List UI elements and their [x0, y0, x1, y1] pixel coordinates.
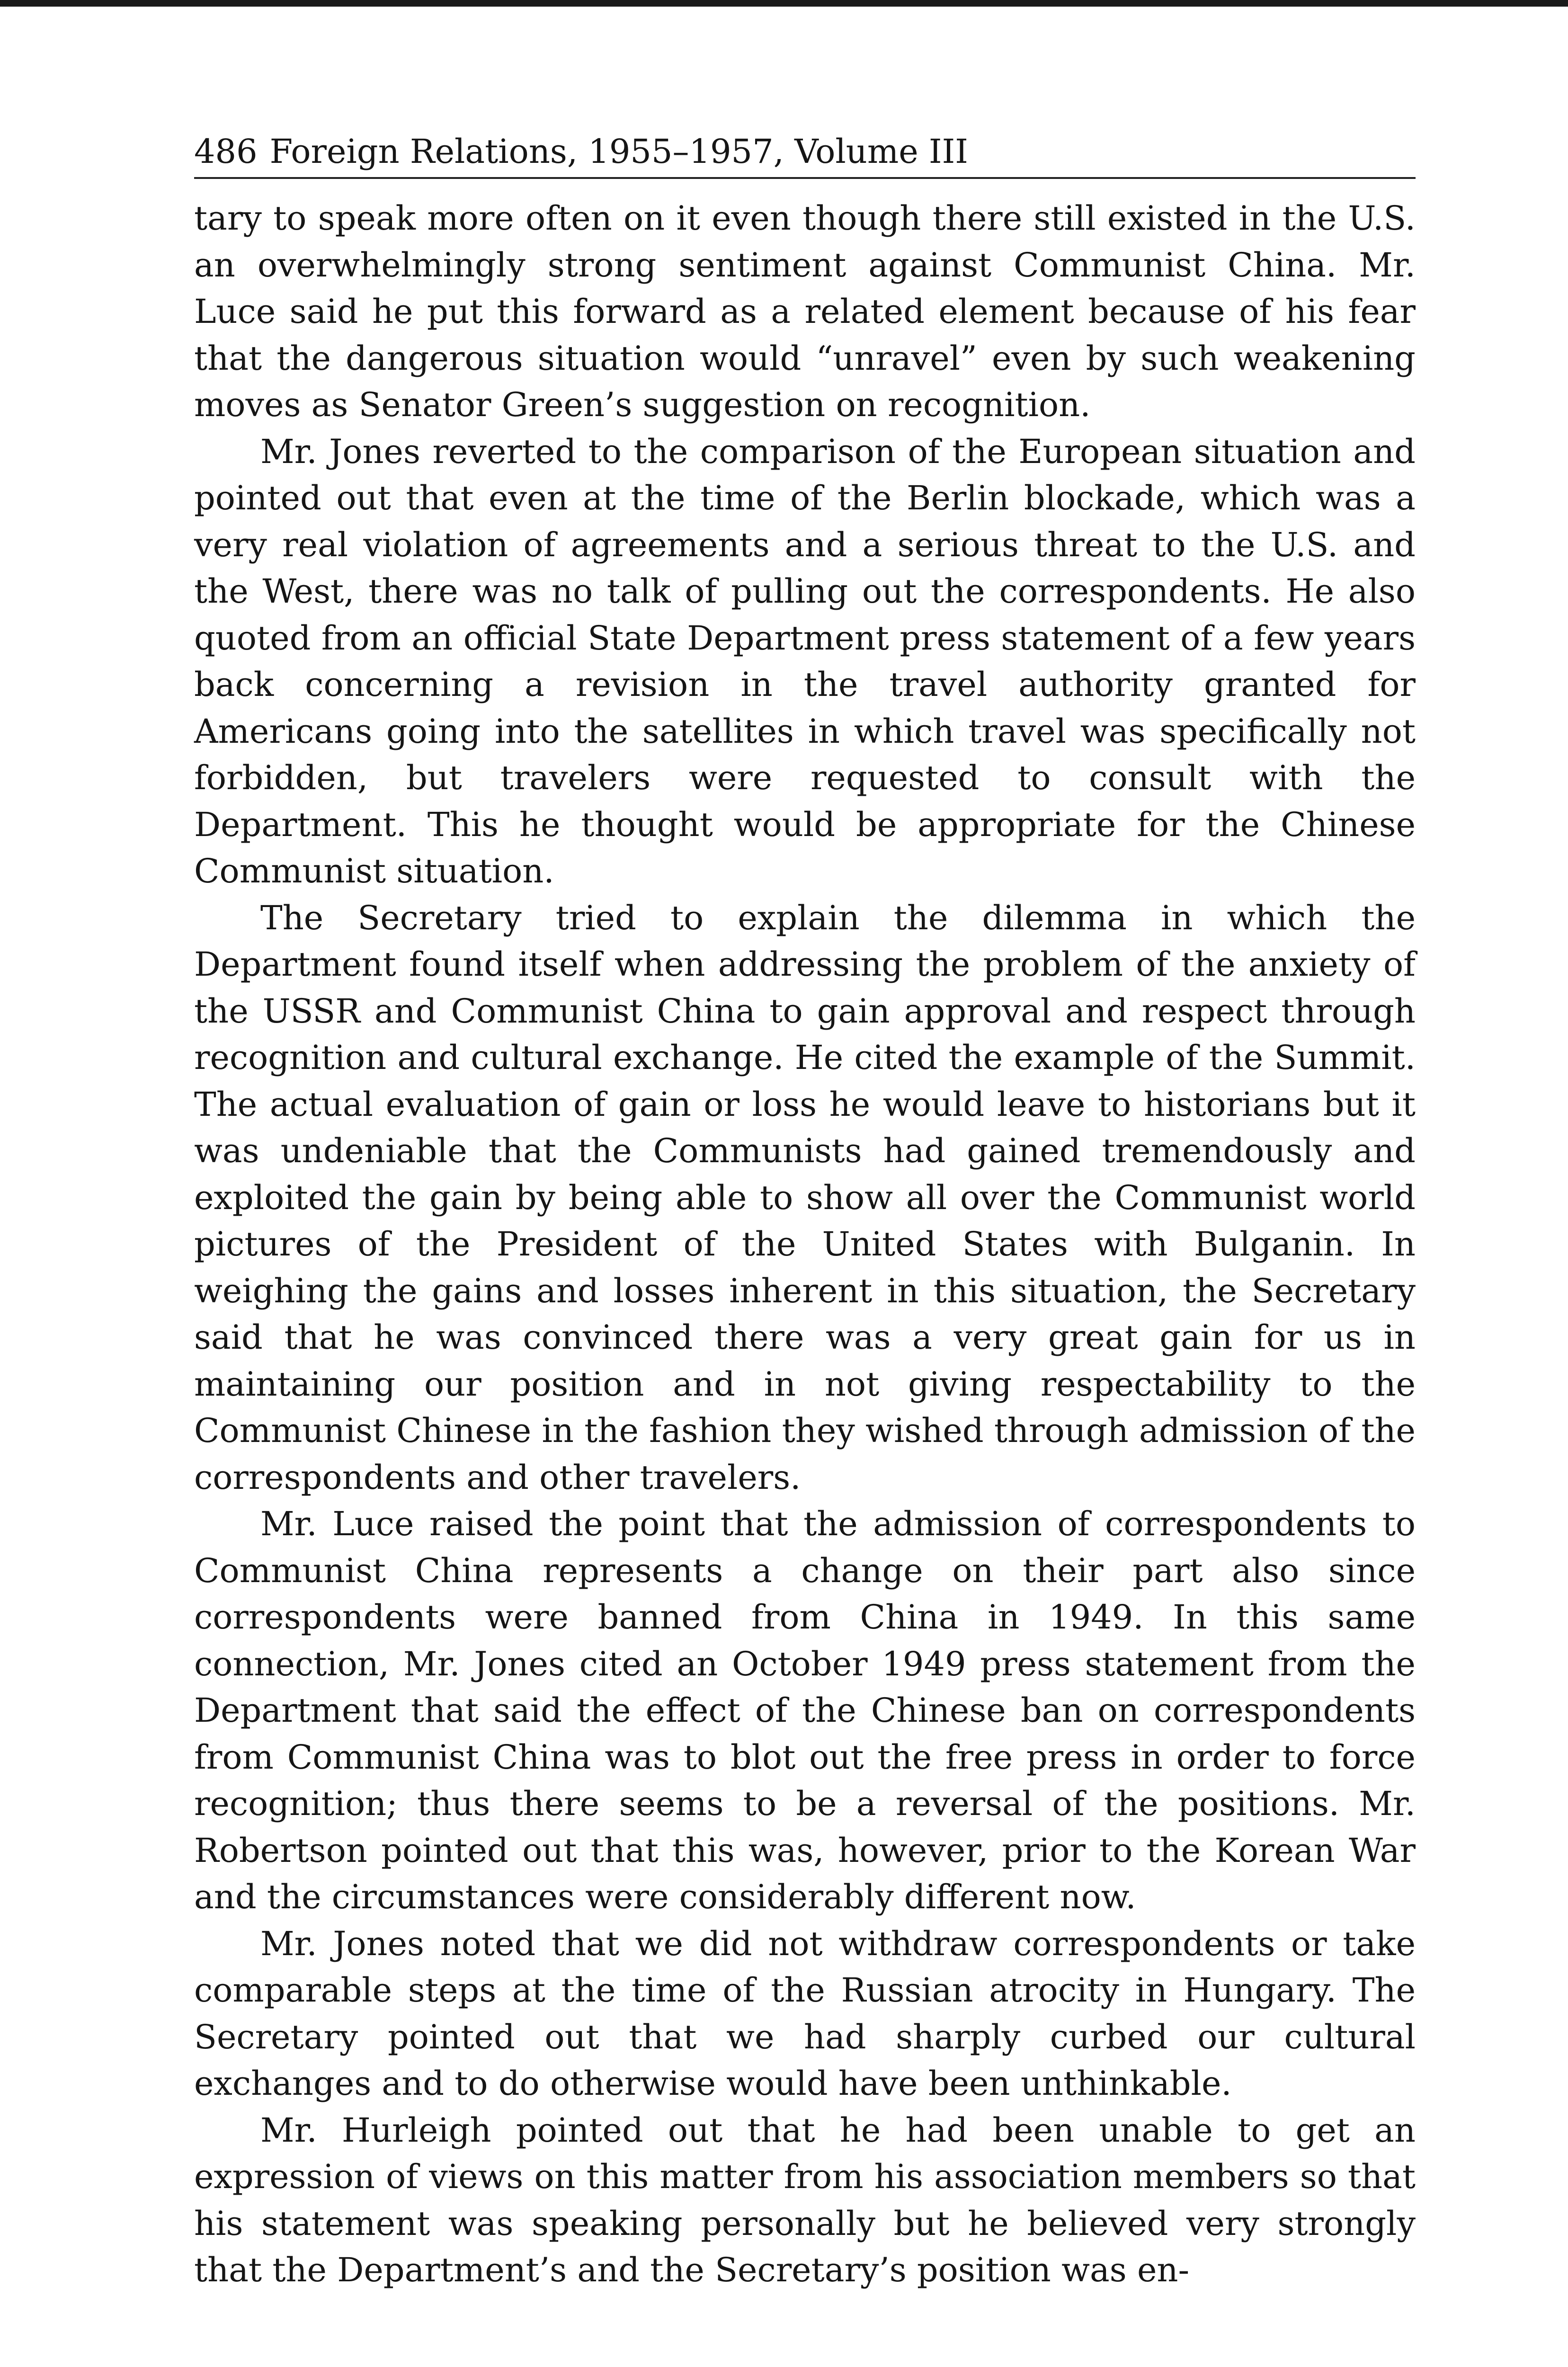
paragraph-1: tary to speak more often on it even though there still existed in the U.S. an overwhelmingly strong sentiment against Communist China. Mr. Luce said he put this forward as a related element because of his fear that the dangerous situation would “unravel” even by such weakening moves as Senator Green’s suggestion on recognition. — [194, 199, 1416, 424]
paragraph-6: Mr. Hurleigh pointed out that he had been unable to get an expression of views on this matter from his association members so that his statement was speaking personally but he believed very strongly that the Department’s and the Secretary’s position was en- — [194, 2110, 1416, 2289]
body-text — [194, 195, 1416, 2294]
scan-edge-bar — [0, 0, 1568, 7]
paragraph-2: Mr. Jones reverted to the comparison of the European situation and pointed out that even at the time of the Berlin blockade, which was a very real violation of agreements and a serious threat to the U.S. and the West, there was no talk of pulling out the correspondents. He also quoted from an official State Department press statement of a few years back concerning a revision in the travel authority granted for Americans going into the satellites in which travel was specifically not forbidden, but travelers were requested to consult with the Department. This he thought would be appropriate for the Chinese Communist situation. — [194, 432, 1416, 890]
page-number: 486 — [194, 132, 258, 171]
header-title: Foreign Relations, 1955–1957, Volume III — [269, 132, 968, 171]
paragraph-5: Mr. Jones noted that we did not withdraw correspondents or take comparable steps at the time of the Russian atrocity in Hungary. The Secretary pointed out that we had sharply curbed our cultural exchanges and to do otherwise would have been unthinkable. — [194, 1924, 1416, 2103]
paragraph-3: The Secretary tried to explain the dilemma in which the Department found itself when addressing the problem of the anxiety of the USSR and Communist China to gain approval and respect through recognition and cultural exchange. He cited the example of the Summit. The actual evaluation of gain or loss he would leave to historians but it was undeniable that the Communists had gained tremendously and exploited the gain by being able to show all over the Communist world pictures of the President of the United States with Bulganin. In weighing the gains and losses inherent in this situation, the Secretary said that he was convinced there was a very great gain for us in maintaining our position and in not giving respectability to the Communist Chinese in the fashion they wished through admission of the correspondents and other travelers. — [194, 898, 1416, 1497]
running-header — [194, 128, 1416, 179]
paragraph-4: Mr. Luce raised the point that the admission of correspondents to Communist China represents a change on their part also since correspondents were banned from China in 1949. In this same connection, Mr. Jones cited an October 1949 press statement from the Department that said the effect of the Chinese ban on correspondents from Communist China was to blot out the free press in order to force recognition; thus there seems to be a reversal of the positions. Mr. Robertson pointed out that this was, however, prior to the Korean War and the circumstances were considerably different now. — [194, 1504, 1416, 1916]
document-page — [194, 128, 1416, 2294]
